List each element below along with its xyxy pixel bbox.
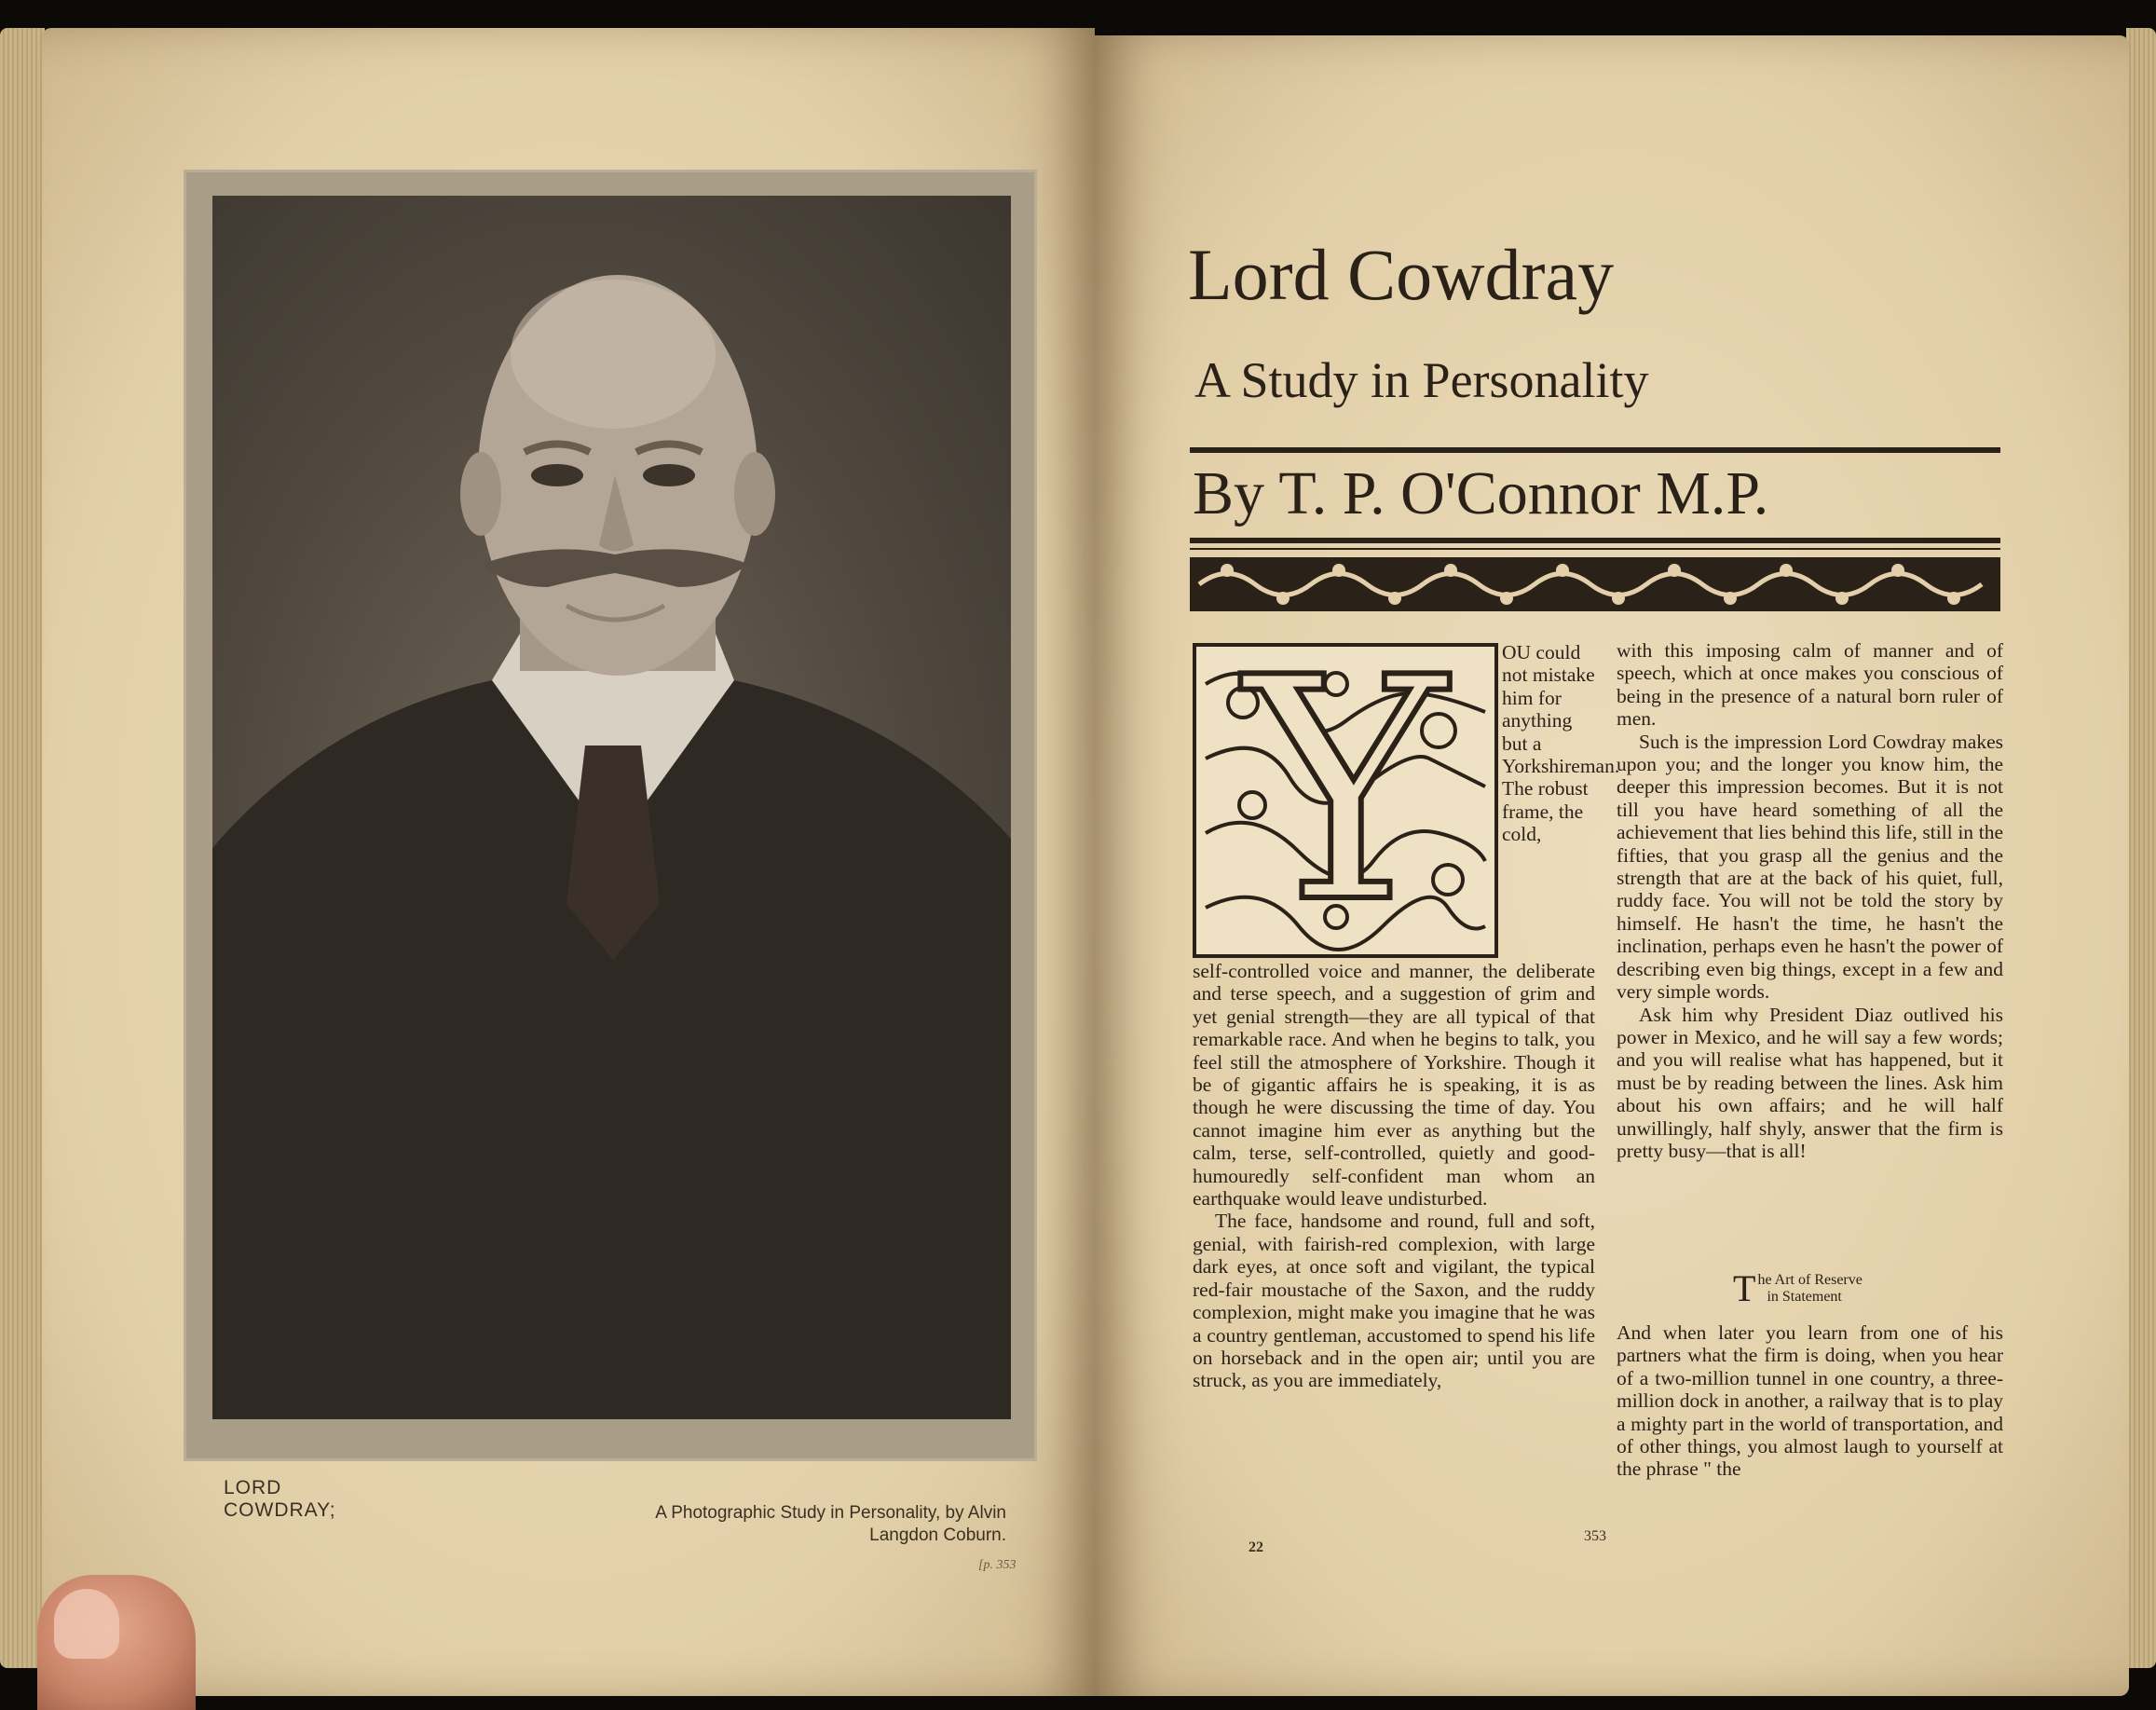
caption-credit: A Photographic Study in Personality, by Alvin Langdon Coburn. [655,1503,1006,1545]
section-subheading [1733,1267,1891,1309]
paragraph: with this imposing calm of manner and of speech, which at once makes you conscious of being in the presence of a natural born ruler of men. [1617,639,2003,731]
opening-text-beside-dropcap: OU could not mistake him for anything but a Yorkshireman. The robust frame, the cold, [1502,641,1620,846]
article-subtitle: A Study in Personality [1194,352,1649,408]
author-rule-thin [1190,548,2000,550]
caption-name: LORD COWDRAY; [224,1477,336,1521]
paragraph: The face, handsome and round, full and soft, genial, with fairish-red complexion, with large dark eyes, at once soft and vigilant, the typical red-fair moustache of the Saxon, and the ruddy complexion, might make you imagine that he was a country gentleman, accustomed to spend his life on horseback and in the open air; until you are struck, as you are immediately, [1193,1210,1595,1392]
text-column-right [1617,639,2003,1162]
article-author: By T. P. O'Connor M.P. [1193,459,1769,527]
subheading-line-1: he Art of Reserve [1757,1272,1863,1288]
portrait-photograph [212,196,1011,1419]
title-rule-top [1190,447,2000,453]
paragraph: And when later you learn from one of his partners what the firm is doing, when you hear of a two-million tunnel in one country, a three-million dock in another, a railway that is to play a mighty part in the world of transportation, and of other things, you almost laugh to yourself at the phrase " the [1617,1321,2003,1481]
article-title: Lord Cowdray [1188,234,1615,315]
subheading-initial: T [1733,1267,1756,1309]
paragraph: self-controlled voice and manner, the deliberate and terse speech, and a suggestion of grim and yet genial strength—they are all typical of that remarkable race. And when he begins to talk, you feel still the atmosphere of Yorkshire. Though it be of gigantic affairs he is speaking, it is as though he were discussing the time of day. You cannot imagine him ever as anything but the calm, terse, self-controlled, quietly and good-humouredly self-confident man whom an earthquake would leave undisturbed. [1193,960,1595,1211]
signature-number: 22 [1249,1539,1263,1555]
paragraph: Such is the impression Lord Cowdray makes upon you; and the longer you know him, the deeper this impression becomes. But it is not till you have heard something of all the achievement that lies behind this life, still in the fifties, that you grasp all the genius and the strength that are at the back of his quiet, full, ruddy face. You will not be told the story by himself. He hasn't the time, he hasn't the inclination, perhaps even he hasn't the power of describing even big things, except in a few and very simple words. [1617,730,2003,1004]
page-reference-note: [p. 353 [978,1558,1017,1572]
paragraph: Ask him why President Diaz outlived his power in Mexico, and he will say a few words; and you will realise what has happened, but it must be by reading between the lines. Ask him about his own affairs; and he will half unwillingly, half shyly, answer that the firm is pretty busy—that is all! [1617,1003,2003,1162]
decorated-drop-cap [1193,612,1498,970]
portrait-figure [212,196,1011,1419]
subheading-line-2: in Statement [1767,1289,1842,1305]
drop-cap-letter: Y [1244,612,1447,970]
text-column-left [1193,960,1595,1392]
page-number: 353 [1584,1528,1606,1544]
text-column-right-continued [1617,1321,2003,1481]
author-rule-bottom [1190,538,2000,543]
thumbnail-highlight [54,1589,119,1659]
photo-plate [186,172,1034,1458]
vine-ornament-band [1190,557,2000,611]
